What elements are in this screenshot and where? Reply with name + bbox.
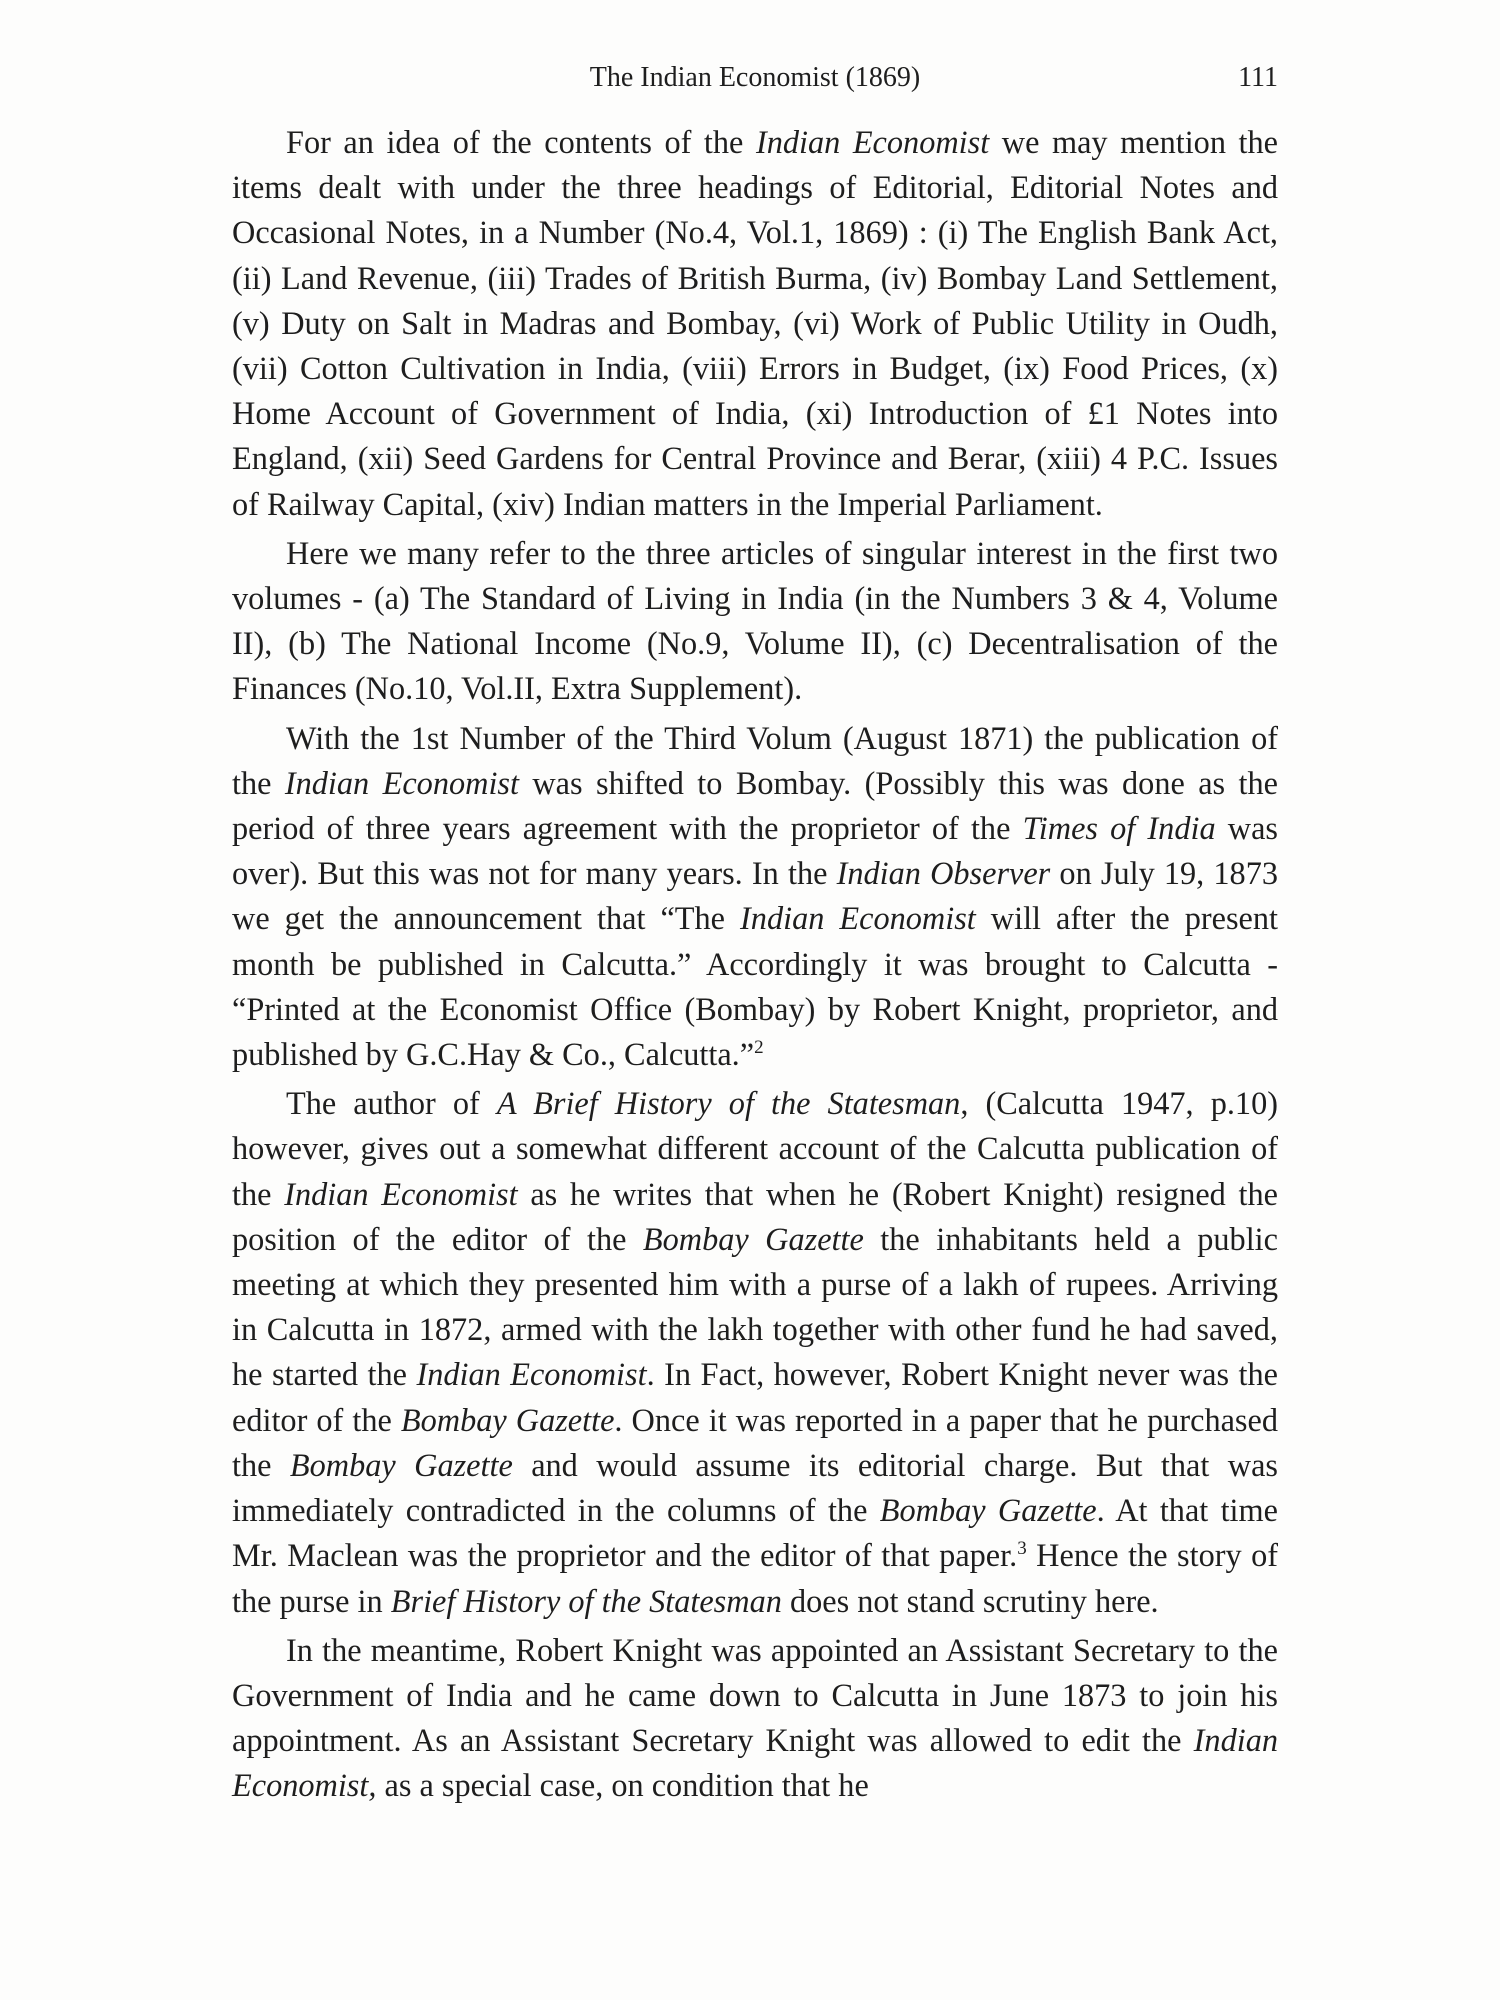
text-run: and would assume its editorial charge. But that was immediately contradicted in the columns of the [232, 1446, 1278, 1529]
text-run: as a special case, on condition that he [376, 1767, 869, 1804]
italic-title: Indian Observer [836, 855, 1051, 892]
text-run: . Once it was reported in a paper that he purchased the [232, 1401, 1278, 1483]
text-run: does not stand scrutiny here. [781, 1582, 1159, 1619]
italic-title: Indian Economist, [232, 1722, 1278, 1804]
text-run: In the meantime, Robert Knight was appointed an Assistant Secretary to the Government of India and he came down to Calcutta in June 1873 to join his appointment. As an Assistant Secretary Knight was allowed to edit the [232, 1631, 1278, 1759]
text-run: the inhabitants held a public meeting at which they presented him with a purse of a lakh of rupees. Arriving in Calcutta in 1872, armed with the lakh together with other fund he had saved, he started the [232, 1220, 1278, 1393]
text-run: will after the present month be published in Calcutta.” Accordingly it was brought to Calcutta - “Printed at the Economist Office (Bombay) by Robert Knight, proprietor, and published by G.C.Hay & Co., Calcutta.” [232, 900, 1278, 1073]
running-title: The Indian Economist (1869) [589, 62, 921, 93]
text-run: was shifted to Bombay. (Possibly this was done as the period of three years agreement with the proprietor of the [232, 764, 1278, 847]
italic-title: Indian Economist [284, 764, 519, 801]
text-run: was over). But this was not for many years. In the [232, 810, 1278, 892]
italic-title: Bombay Gazette [879, 1492, 1097, 1529]
italic-title: Bombay Gazette [289, 1446, 513, 1483]
text-run: Here we many refer to the three articles of singular interest in the first two volumes - (a) The Standard of Living in India (in the Numbers 3 & 4, Volume II), (b) The National Income (No.9, Volume II), (c) Decentralisation of the Finances (No.10, Vol.II, Extra Supplement). [232, 534, 1278, 707]
text-run: , (Calcutta 1947, p.10) however, gives out a somewhat different account of the Calcutta publication of the [232, 1085, 1278, 1212]
text-run: we may mention the items dealt with under the three headings of Editorial, Editorial Notes and Occasional Notes, in a Number (No.4, Vol.1, 1869) : (i) The English Bank Act, (ii) Land Revenue, (iii) Trades of British Burma, (iv) Bombay Land Settlement, (v) Duty on Salt in Madras and Bombay, (vi) Work of Public Utility in Oudh, (vii) Cotton Cultivation in India, (viii) Errors in Budget, (ix) Food Prices, (x) Home Account of Government of India, (xi) Introduction of £1 Notes into England, (xii) Seed Gardens for Central Province and Berar, (xiii) 4 P.C. Issues of Railway Capital, (xiv) Indian matters in the Imperial Parliament. [232, 124, 1278, 522]
italic-title: A Brief History of the Statesman [496, 1085, 961, 1122]
paragraph-3 [232, 716, 1278, 1078]
italic-title: Indian Economist [755, 124, 990, 160]
text-run: Hence the story of the purse in [232, 1537, 1278, 1619]
italic-title: Bombay Gazette [642, 1220, 864, 1257]
page-number: 111 [1238, 62, 1278, 93]
footnote-marker: 2 [754, 1037, 764, 1059]
text-run: as he writes that when he (Robert Knight) resigned the position of the editor of the [232, 1175, 1279, 1257]
text-run: . In Fact, however, Robert Knight never was the editor of the [232, 1356, 1278, 1438]
text-run: . At that time Mr. Maclean was the proprietor and the editor of that paper. [232, 1492, 1278, 1574]
text-run: For an idea of the contents of the [286, 124, 756, 160]
body-text [232, 120, 1278, 1809]
paragraph-4 [232, 1081, 1278, 1623]
paragraph-5 [232, 1628, 1278, 1809]
footnote-marker: 3 [1017, 1538, 1027, 1560]
italic-title: Times of India [1022, 810, 1216, 847]
paragraph-2 [232, 531, 1278, 712]
paragraph-1 [232, 120, 1278, 527]
italic-title: Indian Economist [416, 1356, 647, 1393]
italic-title: Indian Economist [284, 1175, 518, 1212]
italic-title: Brief History of the Statesman [390, 1582, 782, 1619]
text-run: The author of [286, 1085, 497, 1122]
italic-title: Indian Economist [740, 900, 976, 937]
text-run: With the 1st Number of the Third Volum (August 1871) the publication of the [232, 719, 1278, 801]
running-header [232, 58, 1278, 98]
italic-title: Bombay Gazette [400, 1401, 615, 1438]
text-run: on July 19, 1873 we get the announcement that “The [232, 855, 1278, 937]
